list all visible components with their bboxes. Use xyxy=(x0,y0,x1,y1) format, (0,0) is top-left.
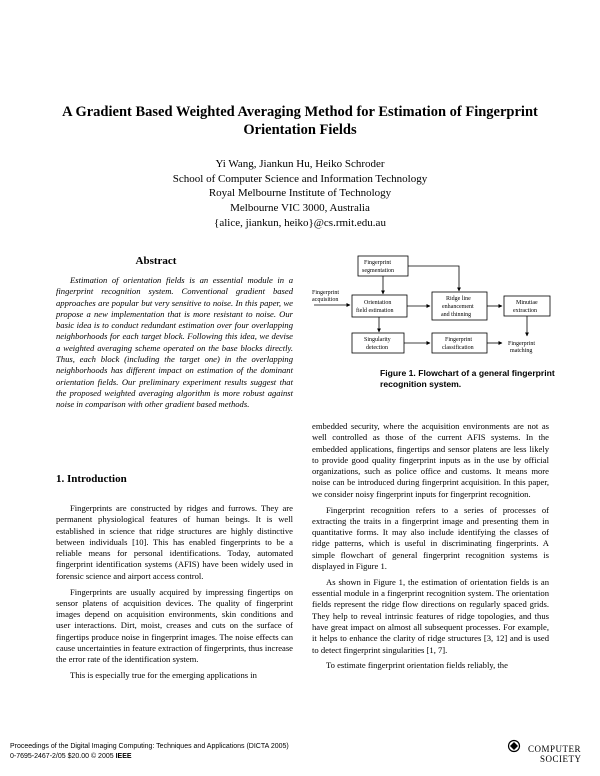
title-line-2: Orientation Fields xyxy=(243,122,357,138)
author-block xyxy=(100,157,500,231)
intro-paragraph-4: embedded security, where the acquisition environments are not as well controlled as those of the current AFIS systems. In the embedded applications, fingertips and sensor platens are less likely to provide good quality fingerprint inputs as in the use by official organizations, such as police office and customs. It means more noise can be introduced during fingerprint acquisition. In this paper, we consider noisy fingerprint inputs for fingerprint recognition. xyxy=(312,421,549,499)
figure-caption: Figure 1. Flowchart of a general fingerprint recognition system. xyxy=(380,368,555,389)
intro-paragraph-5: Fingerprint recognition refers to a series of processes of extracting the traits in a fingerprint image and presenting them in quantitative forms. It may also include identifying the classes of ridge patterns, which is useful in discriminating fingerprints. A simple flowchart of general fingerprint recognition systems is displayed in Figure 1. xyxy=(312,504,549,572)
footer-copyright-line xyxy=(10,752,289,762)
introduction-heading: 1. Introduction xyxy=(56,473,127,485)
abstract-heading: Abstract xyxy=(135,255,177,267)
footer-copyright: 0-7695-2467-2/05 $20.00 © 2005 xyxy=(10,753,114,760)
paper-title xyxy=(40,103,560,139)
affiliation-school: School of Computer Science and Information Technology xyxy=(172,172,428,185)
column-right-body xyxy=(312,421,549,676)
node-ridge-line-2: enhancement xyxy=(442,304,474,310)
node-orientation-field xyxy=(352,295,407,317)
node-orientation-line-2: field estimation xyxy=(356,308,394,314)
node-singularity-line-1: Singularity xyxy=(364,337,391,343)
intro-paragraph-2: Fingerprints are usually acquired by impressing fingertips on sensor platens of acquisition devices. The quality of fingerprint images depend on acquisition environments, skin conditions and user interactions. Dirt, moist, creases and cuts on the surface of fingertips produce noise in fingerprint images. The noise effects can cause uncertainties in feature extraction of fingerprints, thus increase the error rate of the identification system. xyxy=(56,586,293,665)
node-segmentation-line-2: segmentation xyxy=(362,268,394,274)
author-email: {alice, jiankun, heiko}@cs.rmit.edu.au xyxy=(214,216,386,229)
arrow-seg-to-ridge xyxy=(408,266,459,291)
affiliation-university: Royal Melbourne Institute of Technology xyxy=(208,187,392,200)
abstract-text: Estimation of orientation fields is an essential module in a fingerprint recognition system. Conventional gradient based approaches are popular but very sensitive to noise. In this paper, we propose a new implementation that is more resistant to noise. Our basic idea is to conduct redundant estimation over four overlapping neighborhoods for each target block. Following this idea, we devise a weighted averaging scheme operated on the base blocks directly. Thus, each block (including the target one) in the overlapping neighborhoods has different impact on estimation of the dominant orientation fields. Our preliminary experiment results suggest that the proposed weighted averaging algorithm is more robust against noise in comparison with other gradient based methods. xyxy=(56,275,293,410)
node-singularity-line-2: detection xyxy=(366,345,388,351)
node-classification xyxy=(432,333,487,353)
intro-paragraph-7: To estimate fingerprint orientation fields reliably, the xyxy=(326,660,508,671)
node-minutiae-extraction xyxy=(504,296,550,316)
column-left-body xyxy=(56,503,293,686)
intro-paragraph-1: Fingerprints are constructed by ridges and furrows. They are permanent physiological features of human beings. It is well established in science that ridge structures are highly distinctive between individuals [10]. This has enabled fingerprints to be a reliable means for personal identifications. Today, automated fingerprint identification systems (AFIS) have been widely used in forensic science and airport access control. xyxy=(56,503,293,581)
node-classification-line-1: Fingerprint xyxy=(445,337,472,343)
intro-paragraph-3: This is especially true for the emerging applications in xyxy=(70,670,257,681)
title-line-1: A Gradient Based Weighted Averaging Method for Estimation of Fingerprint xyxy=(62,104,538,120)
node-orientation-line-1: Orientation xyxy=(364,300,392,306)
page-footer xyxy=(10,742,289,762)
node-minutiae-line-2: extraction xyxy=(513,308,537,314)
affiliation-address: Melbourne VIC 3000, Australia xyxy=(230,202,370,215)
footer-ieee: IEEE xyxy=(115,753,132,760)
node-acquisition-line-1: Fingerprint xyxy=(312,290,339,296)
node-matching-line-1: Fingerprint xyxy=(508,341,535,347)
node-matching-line-2: matching xyxy=(510,348,533,354)
flowchart-figure xyxy=(312,252,552,362)
node-singularity-detection xyxy=(352,333,404,353)
node-ridge-line-1: Ridge line xyxy=(446,296,471,302)
abstract xyxy=(56,275,293,411)
logo-text-computer: COMPUTER xyxy=(528,744,582,754)
footer-proceedings: Proceedings of the Digital Imaging Computing: Techniques and Applications (DICTA 2005) xyxy=(10,743,289,750)
node-acquisition-line-2: acquisition xyxy=(312,297,339,303)
node-classification-line-2: classification xyxy=(442,345,474,351)
node-ridge-enhancement xyxy=(432,292,487,320)
intro-paragraph-6: As shown in Figure 1, the estimation of orientation fields is an essential module in a fingerprint recognition system. The orientation fields represent the ridge flow directions on regularly spaced grids. They help to reveal intrinsic features of ridge topologies, and thus have great impact on almost all subsequent processes. For example, it helps to enhance the clarity of ridge structures [3, 12] and is used to detect fingerprint singularities [1, 7]. xyxy=(312,576,549,655)
logo-text-society: SOCIETY xyxy=(540,754,582,764)
node-ridge-line-3: and thinning xyxy=(441,312,472,318)
authors: Yi Wang, Jiankun Hu, Heiko Schroder xyxy=(215,158,385,170)
node-segmentation-line-1: Fingerprint xyxy=(364,260,391,266)
node-minutiae-line-1: Minutiae xyxy=(516,300,538,306)
